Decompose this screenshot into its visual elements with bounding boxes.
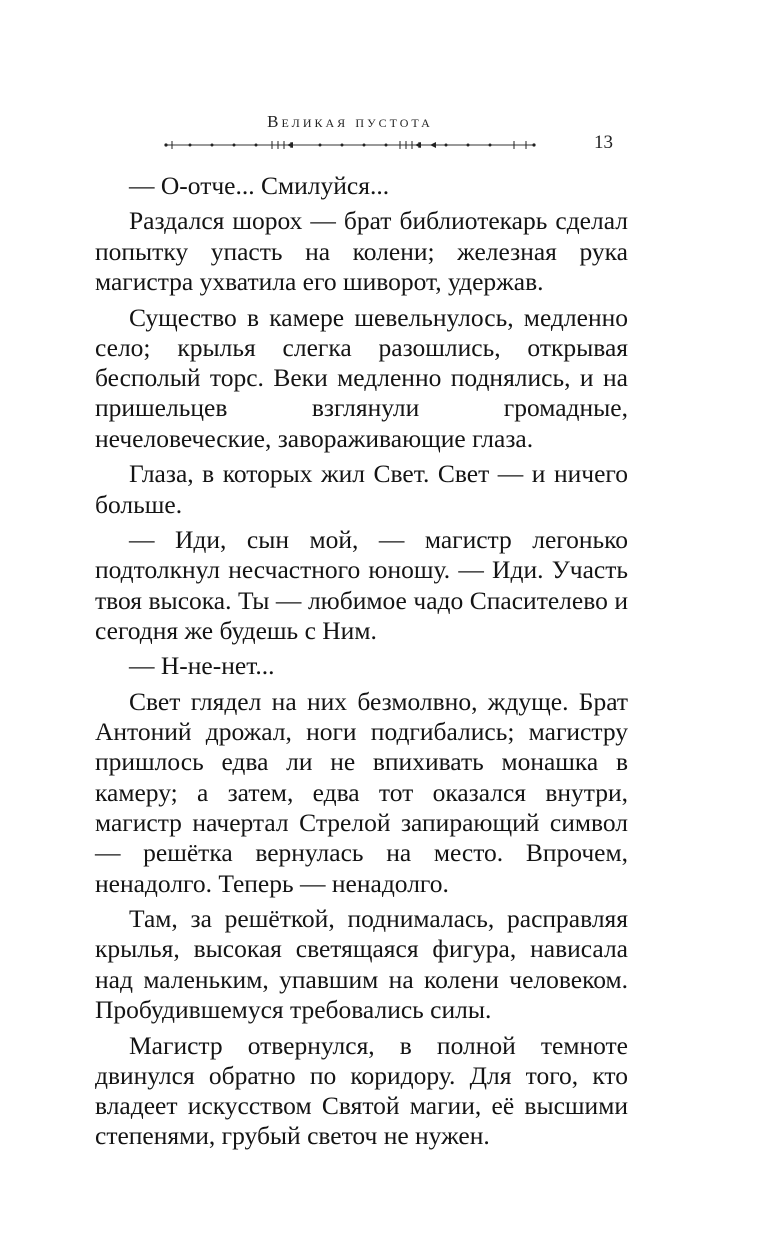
paragraph: — Иди, сын мой, — магистр легонько подтолкнул несчастного юношу. — Иди. Участь твоя высока. Ты — любимое чадо Спасителево и сегодня же будешь с Ним. — [95, 525, 628, 645]
running-title: Великая пустота — [267, 112, 433, 131]
paragraph: Там, за решёткой, поднималась, расправляя крылья, высокая светящаяся фигура, нависала над маленьким, упавшим на колени человеком. Пробудившемуся требовались силы. — [95, 904, 628, 1025]
paragraph: — О-отче... Смилуйся... — [129, 171, 390, 200]
ornament-divider — [160, 138, 540, 152]
paragraph: Раздался шорох — брат библиотекарь сделал попытку упасть на колени; железная рука магистра ухватила его шиворот, удержав. — [95, 206, 628, 297]
paragraph: — Н-не-нет... — [129, 651, 275, 681]
paragraph: Существо в камере шевельнулось, медленно село; крылья слегка разошлись, открывая бесполый торс. Веки медленно поднялись, и на пришельцев взглянули громадные, нечеловеческие, завораживающие глаза. — [95, 302, 628, 453]
page-number: 13 — [594, 132, 613, 153]
paragraph: Магистр отвернулся, в полной темноте двинулся обратно по коридору. Для того, кто владеет искусством Святой магии, её высшими степенями, грубый светоч не нужен. — [95, 1030, 628, 1151]
paragraph: Свет глядел на них безмолвно, ждуще. Брат Антоний дрожал, ноги подгибались; магистру пришлось едва ли не впихивать монашка в камеру; а затем, едва тот оказался внутри, магистр начертал Стрелой запирающий символ — решётка вернулась на место. Впрочем, ненадолго. Теперь — ненадолго. — [95, 686, 628, 898]
body-text — [95, 171, 628, 1152]
paragraph: Глаза, в которых жил Свет. Свет — и ничего больше. — [95, 459, 628, 519]
